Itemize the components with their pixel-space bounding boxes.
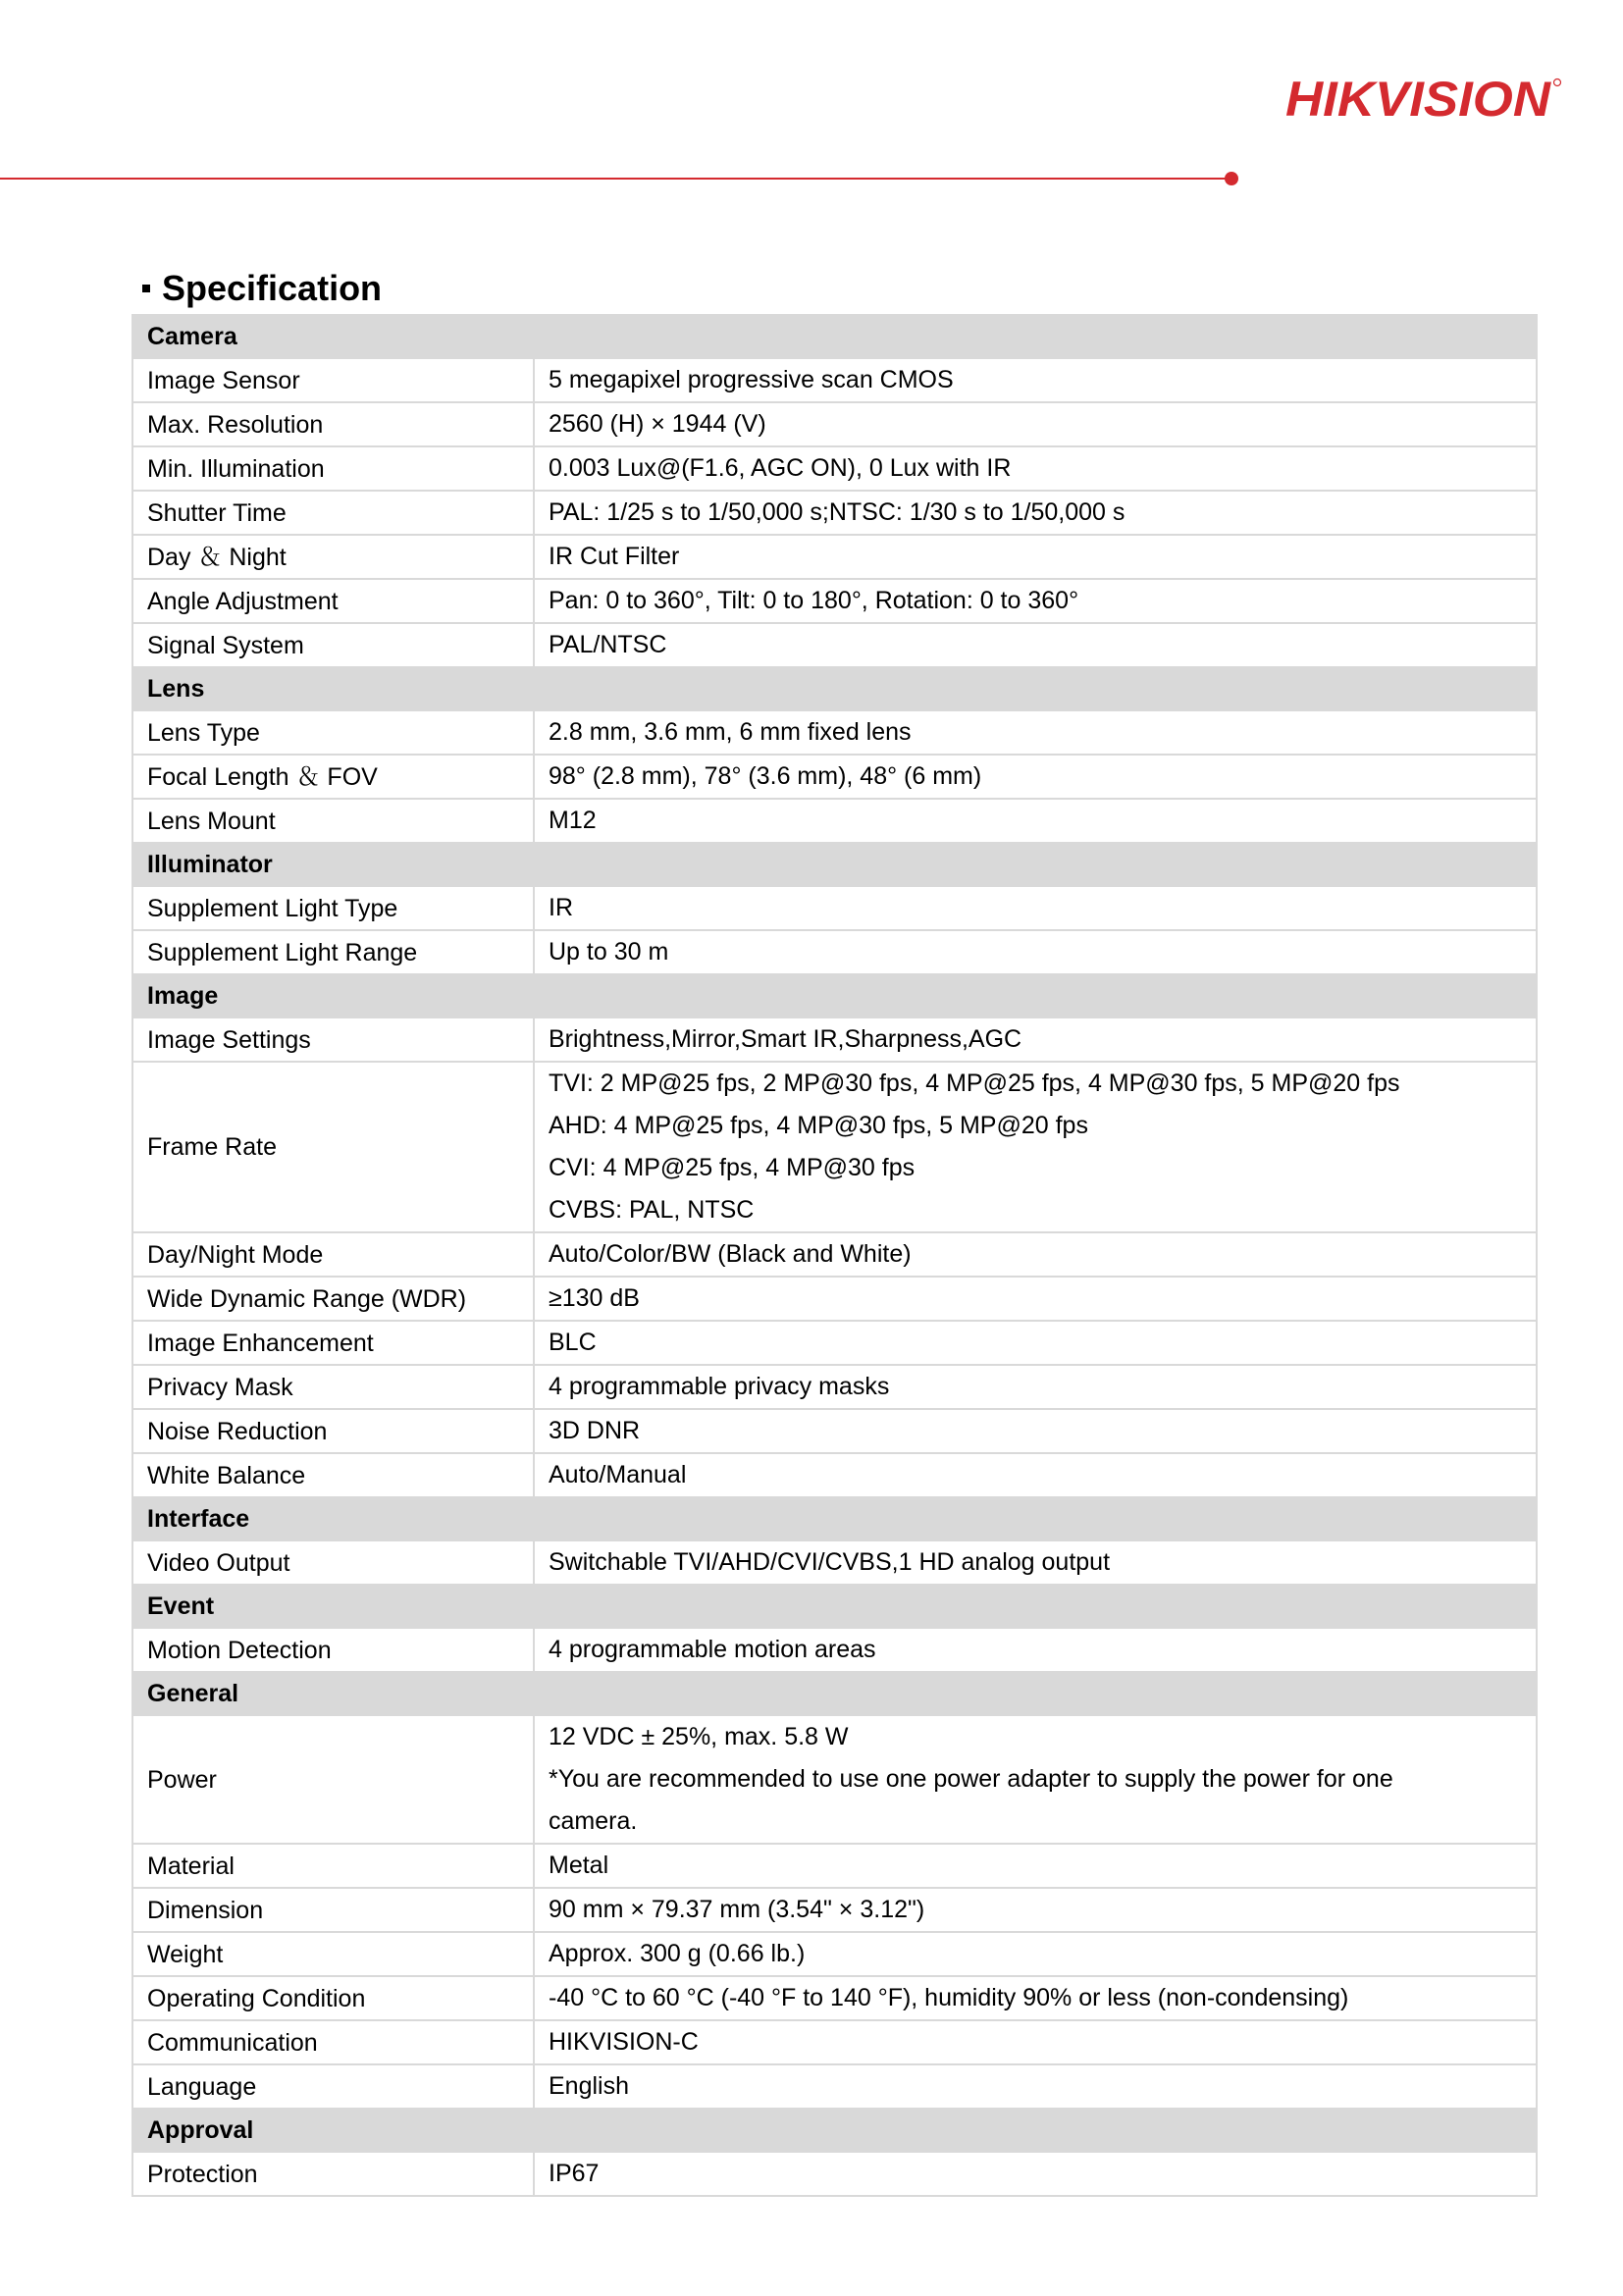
spec-row — [132, 1888, 1537, 1932]
spec-label: Day/Night Mode — [132, 1232, 534, 1277]
spec-value-line: PAL: 1/25 s to 1/50,000 s;NTSC: 1/30 s to 1/50,000 s — [549, 498, 1126, 526]
spec-value — [534, 1321, 1537, 1365]
spec-value-line: ≥130 dB — [549, 1284, 640, 1312]
spec-value-line: Pan: 0 to 360°, Tilt: 0 to 180°, Rotation: 0 to 360° — [549, 587, 1079, 614]
spec-value — [534, 1540, 1537, 1585]
logo-text: HIKVISION — [1285, 72, 1551, 126]
spec-value — [534, 446, 1537, 491]
spec-label: Language — [132, 2064, 534, 2109]
section-title: Interface — [132, 1497, 534, 1540]
spec-row — [132, 1844, 1537, 1888]
spec-value-line: 4 programmable motion areas — [549, 1636, 876, 1663]
spec-value — [534, 1365, 1537, 1409]
section-header-row — [132, 974, 1537, 1018]
spec-row — [132, 1365, 1537, 1409]
section-title: Approval — [132, 2109, 534, 2152]
spec-value-line: CVBS: PAL, NTSC — [549, 1196, 755, 1224]
spec-value-line: M12 — [549, 807, 597, 834]
spec-label: Lens Type — [132, 710, 534, 755]
specification-table — [131, 314, 1538, 2197]
spec-value-line: HIKVISION-C — [549, 2028, 699, 2056]
spec-row — [132, 623, 1537, 667]
spec-value-line: Auto/Manual — [549, 1461, 687, 1488]
section-header-blank — [534, 2109, 1537, 2152]
spec-value — [534, 579, 1537, 623]
section-title: Illuminator — [132, 843, 534, 886]
section-header-row — [132, 1672, 1537, 1715]
spec-value — [534, 2152, 1537, 2196]
spec-value-line: Approx. 300 g (0.66 lb.) — [549, 1940, 806, 1967]
title-bullet — [142, 285, 150, 292]
spec-value — [534, 358, 1537, 402]
spec-value-line: CVI: 4 MP@25 fps, 4 MP@30 fps — [549, 1154, 916, 1181]
section-header-row — [132, 843, 1537, 886]
spec-row — [132, 1715, 1537, 1844]
spec-value — [534, 799, 1537, 843]
spec-row — [132, 358, 1537, 402]
spec-label: Wide Dynamic Range (WDR) — [132, 1277, 534, 1321]
spec-value — [534, 930, 1537, 974]
spec-row — [132, 1409, 1537, 1453]
page-title — [142, 265, 382, 312]
spec-row — [132, 2020, 1537, 2064]
spec-label: Frame Rate — [132, 1062, 534, 1232]
spec-value — [534, 1018, 1537, 1062]
spec-label: Power — [132, 1715, 534, 1844]
section-header-row — [132, 1585, 1537, 1628]
section-header-blank — [534, 667, 1537, 710]
spec-value — [534, 623, 1537, 667]
spec-row — [132, 1932, 1537, 1976]
spec-value — [534, 1409, 1537, 1453]
spec-value — [534, 1844, 1537, 1888]
spec-label: Supplement Light Type — [132, 886, 534, 930]
spec-row — [132, 491, 1537, 535]
section-title: Image — [132, 974, 534, 1018]
spec-label: Min. Illumination — [132, 446, 534, 491]
spec-value-line: 5 megapixel progressive scan CMOS — [549, 366, 954, 393]
spec-label: White Balance — [132, 1453, 534, 1497]
spec-value-line: camera. — [549, 1807, 638, 1835]
section-header-row — [132, 315, 1537, 358]
spec-row — [132, 755, 1537, 799]
spec-label: Image Sensor — [132, 358, 534, 402]
spec-value-line: 90 mm × 79.37 mm (3.54" × 3.12") — [549, 1896, 925, 1923]
page-title-text: Specification — [162, 268, 383, 308]
spec-value-line: 2.8 mm, 3.6 mm, 6 mm fixed lens — [549, 718, 912, 746]
spec-label: Material — [132, 1844, 534, 1888]
spec-row — [132, 1453, 1537, 1497]
spec-value-line: 4 programmable privacy masks — [549, 1373, 890, 1400]
section-header-row — [132, 667, 1537, 710]
spec-label: Image Enhancement — [132, 1321, 534, 1365]
spec-value-line: BLC — [549, 1329, 597, 1356]
spec-row — [132, 1976, 1537, 2020]
section-header-row — [132, 1497, 1537, 1540]
spec-value — [534, 1062, 1537, 1232]
spec-label: Communication — [132, 2020, 534, 2064]
spec-value — [534, 710, 1537, 755]
spec-row — [132, 1018, 1537, 1062]
spec-row — [132, 1321, 1537, 1365]
spec-row — [132, 402, 1537, 446]
spec-label: Privacy Mask — [132, 1365, 534, 1409]
section-title: Event — [132, 1585, 534, 1628]
spec-value — [534, 2020, 1537, 2064]
spec-value-line: Brightness,Mirror,Smart IR,Sharpness,AGC — [549, 1025, 1022, 1053]
spec-value-line: 3D DNR — [549, 1417, 641, 1444]
spec-row — [132, 2064, 1537, 2109]
section-title: Camera — [132, 315, 534, 358]
spec-value — [534, 1976, 1537, 2020]
spec-row — [132, 2152, 1537, 2196]
spec-row — [132, 1232, 1537, 1277]
spec-label: Shutter Time — [132, 491, 534, 535]
spec-row — [132, 1062, 1537, 1232]
spec-label: Noise Reduction — [132, 1409, 534, 1453]
spec-value — [534, 491, 1537, 535]
spec-row — [132, 710, 1537, 755]
spec-value-line: 0.003 Lux@(F1.6, AGC ON), 0 Lux with IR — [549, 454, 1012, 482]
spec-value — [534, 402, 1537, 446]
spec-label: Supplement Light Range — [132, 930, 534, 974]
spec-label: Day ＆ Night — [132, 535, 534, 579]
spec-value — [534, 1232, 1537, 1277]
spec-value-line: Metal — [549, 1852, 609, 1879]
spec-label: Operating Condition — [132, 1976, 534, 2020]
spec-value-line: Up to 30 m — [549, 938, 669, 965]
spec-value-line: TVI: 2 MP@25 fps, 2 MP@30 fps, 4 MP@25 fps, 4 MP@30 fps, 5 MP@20 fps — [549, 1070, 1400, 1097]
spec-value — [534, 535, 1537, 579]
spec-label: Max. Resolution — [132, 402, 534, 446]
spec-row — [132, 579, 1537, 623]
section-header-row — [132, 2109, 1537, 2152]
spec-value-line: PAL/NTSC — [549, 631, 667, 658]
header-divider — [0, 178, 1229, 180]
section-title: Lens — [132, 667, 534, 710]
spec-row — [132, 446, 1537, 491]
spec-value — [534, 886, 1537, 930]
spec-value — [534, 1628, 1537, 1672]
spec-value — [534, 1453, 1537, 1497]
section-header-blank — [534, 843, 1537, 886]
spec-value — [534, 1715, 1537, 1844]
spec-value-line: 98° (2.8 mm), 78° (3.6 mm), 48° (6 mm) — [549, 762, 982, 790]
section-header-blank — [534, 974, 1537, 1018]
spec-value-line: Auto/Color/BW (Black and White) — [549, 1240, 912, 1268]
spec-value-line: IP67 — [549, 2160, 600, 2187]
spec-row — [132, 930, 1537, 974]
spec-row — [132, 535, 1537, 579]
spec-label: Protection — [132, 2152, 534, 2196]
spec-label: Lens Mount — [132, 799, 534, 843]
spec-value-line: 2560 (H) × 1944 (V) — [549, 410, 766, 438]
spec-value — [534, 1888, 1537, 1932]
spec-row — [132, 799, 1537, 843]
spec-value — [534, 1277, 1537, 1321]
section-header-blank — [534, 1497, 1537, 1540]
spec-value — [534, 755, 1537, 799]
spec-value-line: IR — [549, 894, 573, 921]
section-title: General — [132, 1672, 534, 1715]
spec-label: Angle Adjustment — [132, 579, 534, 623]
spec-value-line: -40 °C to 60 °C (-40 °F to 140 °F), humidity 90% or less (non-condensing) — [549, 1984, 1349, 2011]
spec-row — [132, 1628, 1537, 1672]
spec-value-line: *You are recommended to use one power adapter to supply the power for one — [549, 1765, 1393, 1793]
spec-label: Image Settings — [132, 1018, 534, 1062]
section-header-blank — [534, 1585, 1537, 1628]
spec-label: Weight — [132, 1932, 534, 1976]
spec-row — [132, 1277, 1537, 1321]
spec-label: Video Output — [132, 1540, 534, 1585]
hikvision-logo — [1285, 71, 1562, 126]
spec-row — [132, 1540, 1537, 1585]
spec-label: Dimension — [132, 1888, 534, 1932]
section-header-blank — [534, 315, 1537, 358]
spec-row — [132, 886, 1537, 930]
spec-label: Signal System — [132, 623, 534, 667]
spec-value — [534, 1932, 1537, 1976]
section-header-blank — [534, 1672, 1537, 1715]
spec-value-line: Switchable TVI/AHD/CVI/CVBS,1 HD analog output — [549, 1548, 1111, 1576]
spec-value-line: AHD: 4 MP@25 fps, 4 MP@30 fps, 5 MP@20 fps — [549, 1112, 1088, 1139]
spec-label: Motion Detection — [132, 1628, 534, 1672]
spec-value-line: 12 VDC ± 25%, max. 5.8 W — [549, 1723, 849, 1750]
spec-label: Focal Length ＆ FOV — [132, 755, 534, 799]
spec-value-line: English — [549, 2072, 629, 2100]
spec-value-line: IR Cut Filter — [549, 543, 680, 570]
header-divider-dot — [1225, 172, 1238, 185]
spec-value — [534, 2064, 1537, 2109]
